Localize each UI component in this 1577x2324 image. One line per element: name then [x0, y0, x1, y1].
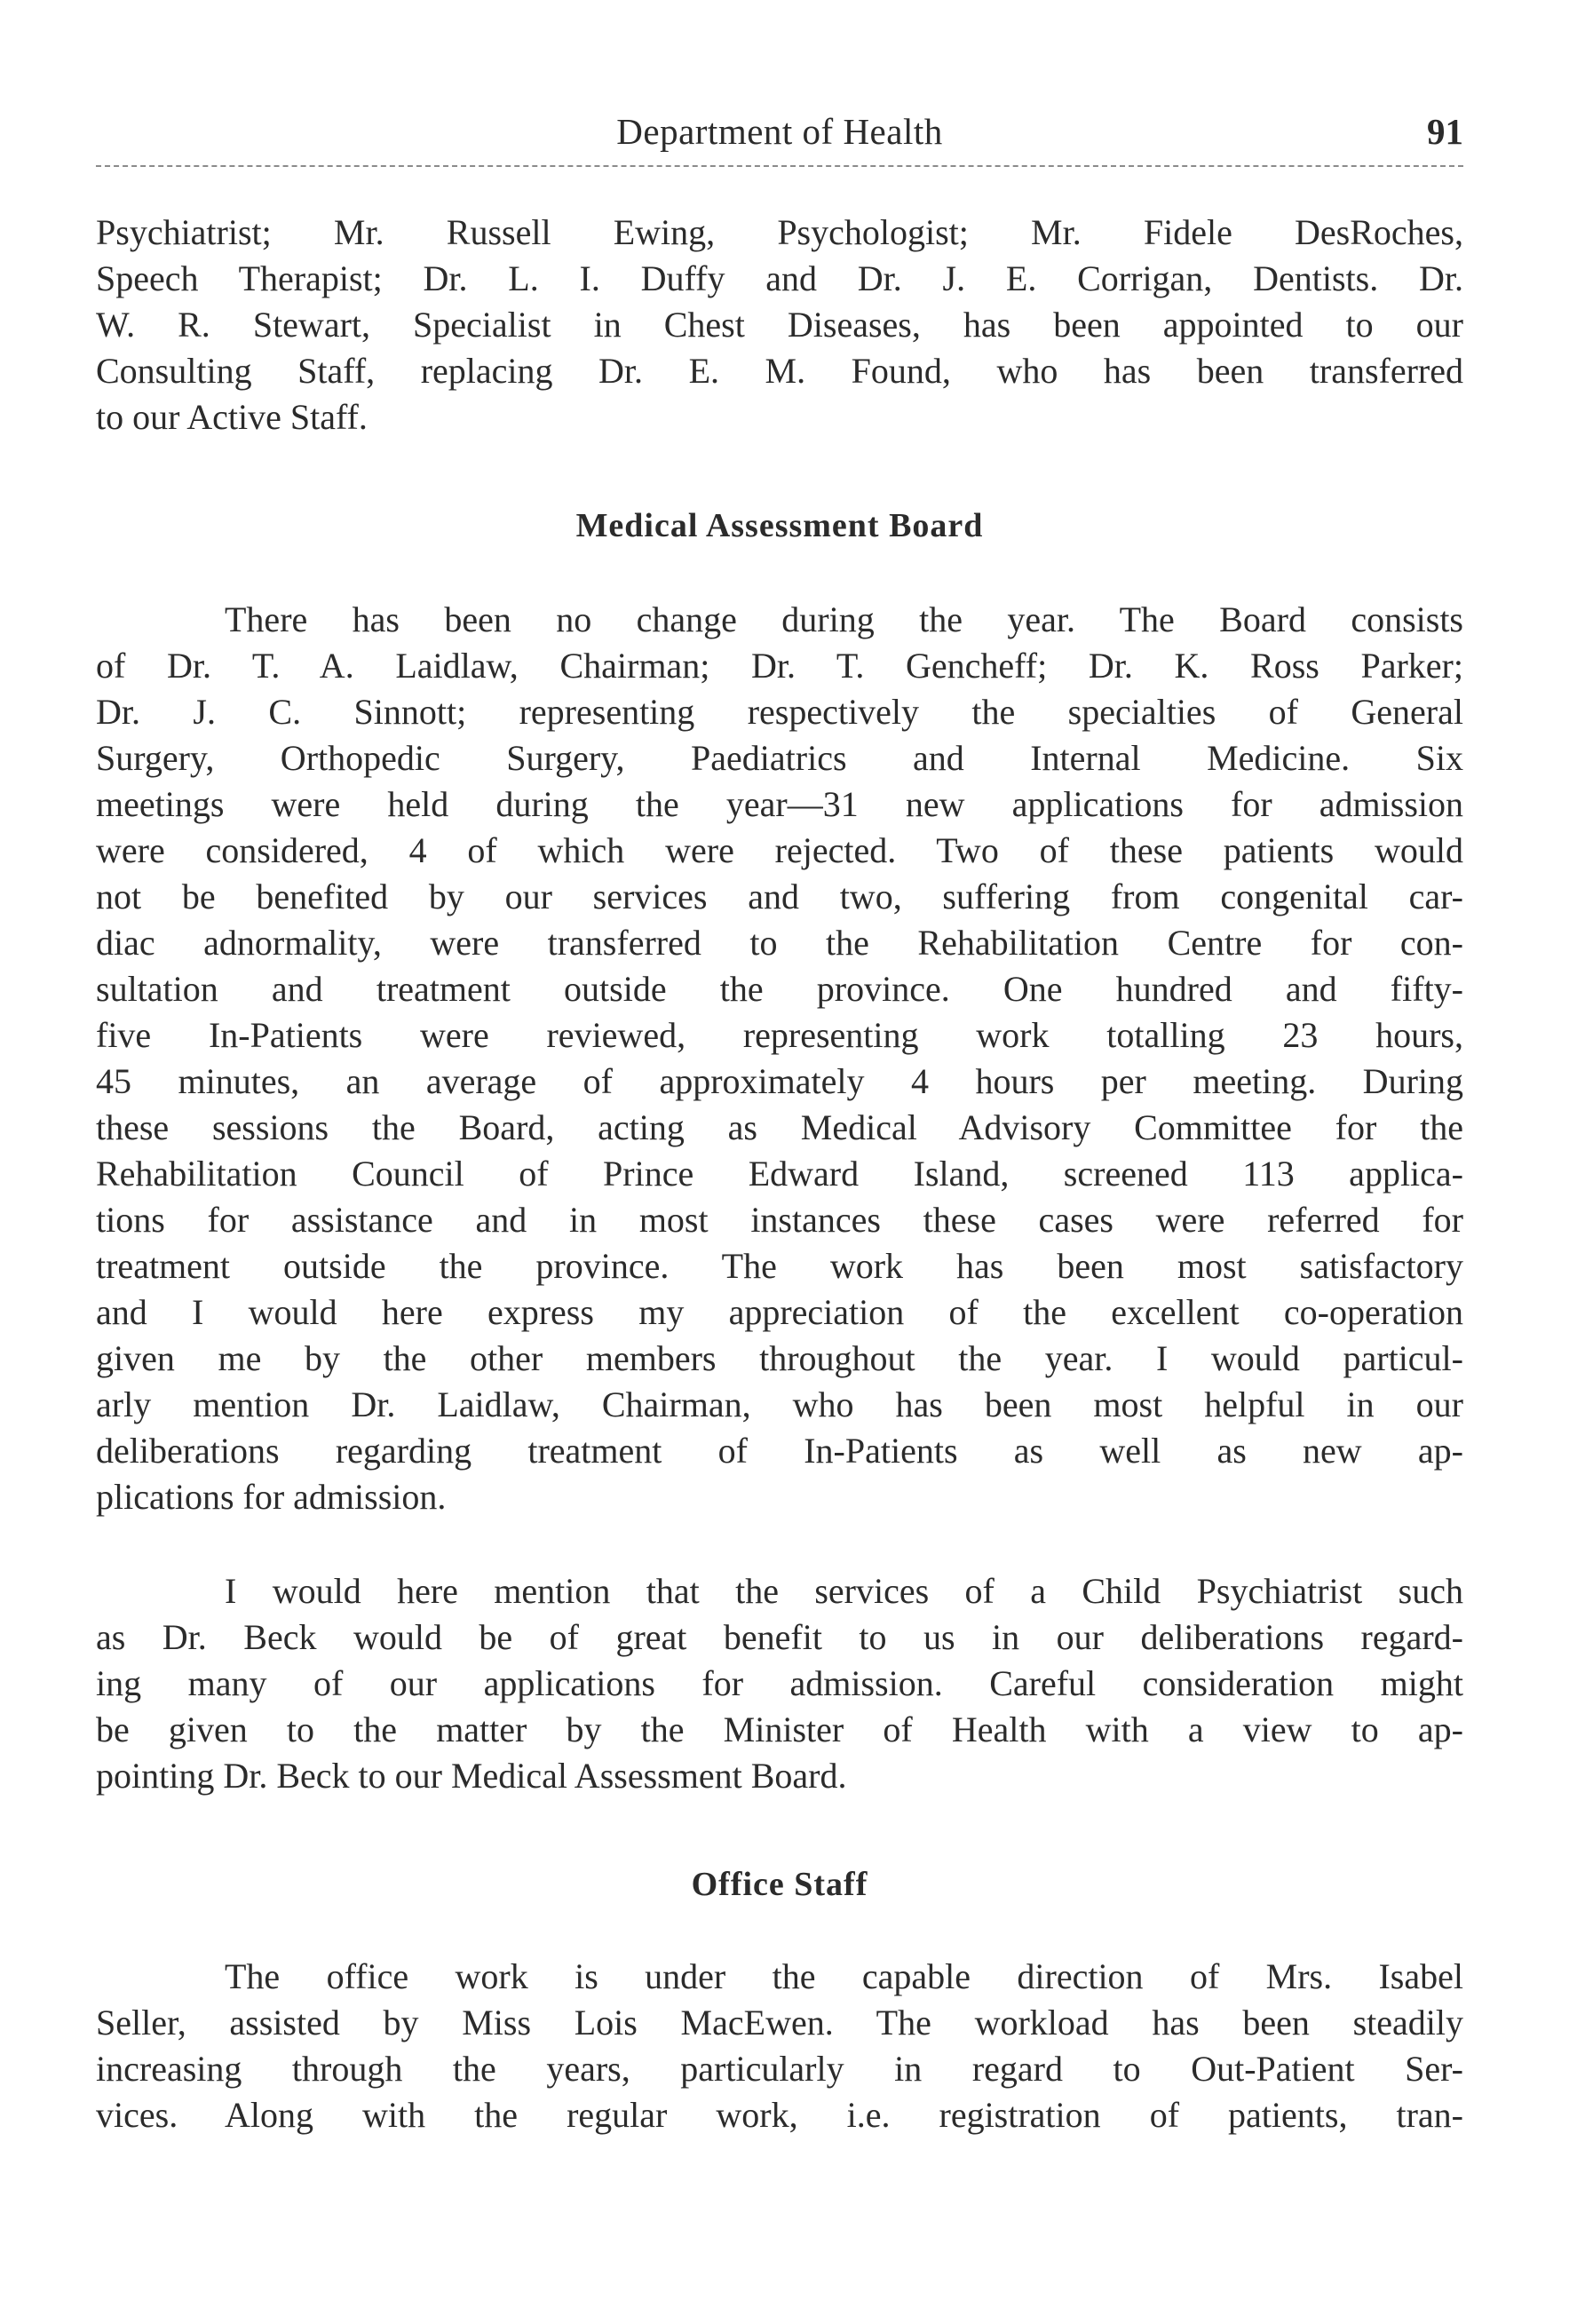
text-line: I would here mention that the services of a Child Psychiatrist such: [225, 1571, 1463, 1611]
running-title: Department of Health: [616, 111, 943, 152]
text-line: of Dr. T. A. Laidlaw, Chairman; Dr. T. Gencheff; Dr. K. Ross Parker;: [96, 646, 1463, 686]
text-line: Consulting Staff, replacing Dr. E. M. Found, who has been transferred: [96, 351, 1463, 391]
text-line: Dr. J. C. Sinnott; representing respectively the specialties of General: [96, 692, 1463, 732]
text-line: as Dr. Beck would be of great benefit to us in our deliberations regard-: [96, 1617, 1463, 1657]
text-line: not be benefited by our services and two, suffering from congenital car-: [96, 876, 1463, 916]
text-line: increasing through the years, particularly in regard to Out-Patient Ser-: [96, 2049, 1463, 2089]
text-line: There has been no change during the year. The Board consists: [225, 599, 1463, 639]
text-line: arly mention Dr. Laidlaw, Chairman, who has been most helpful in our: [96, 1384, 1463, 1424]
section-heading-office-staff: Office Staff: [691, 1866, 868, 1903]
text-line: Surgery, Orthopedic Surgery, Paediatrics and Internal Medicine. Six: [96, 738, 1463, 778]
text-line: to our Active Staff.: [96, 397, 368, 437]
text-line: The office work is under the capable direction of Mrs. Isabel: [225, 1956, 1463, 1996]
text-line: 45 minutes, an average of approximately 4 hours per meeting. During: [96, 1061, 1463, 1101]
medical-assessment-paragraph-1: [96, 597, 1463, 1520]
section-heading-medical-assessment-board: Medical Assessment Board: [575, 507, 984, 544]
text-line: sultation and treatment outside the province. One hundred and fifty-: [96, 969, 1463, 1009]
continued-paragraph: [96, 210, 1463, 440]
text-line: deliberations regarding treatment of In-Patients as well as new ap-: [96, 1431, 1463, 1471]
text-line: diac adnormality, were transferred to the Rehabilitation Centre for con-: [96, 923, 1463, 963]
text-line: these sessions the Board, acting as Medical Advisory Committee for the: [96, 1107, 1463, 1147]
text-line: vices. Along with the regular work, i.e. registration of patients, tran-: [96, 2095, 1463, 2135]
text-line: pointing Dr. Beck to our Medical Assessment Board.: [96, 1756, 847, 1796]
text-line: Psychiatrist; Mr. Russell Ewing, Psychologist; Mr. Fidele DesRoches,: [96, 212, 1463, 252]
page-number: 91: [1427, 111, 1463, 152]
text-line: plications for admission.: [96, 1477, 447, 1517]
text-line: given me by the other members throughout the year. I would particul-: [96, 1338, 1463, 1378]
header-rule: [96, 165, 1463, 167]
medical-assessment-paragraph-2: [96, 1568, 1463, 1799]
running-head: [96, 105, 1463, 158]
text-line: Seller, assisted by Miss Lois MacEwen. The workload has been steadily: [96, 2003, 1463, 2042]
text-line: treatment outside the province. The work has been most satisfactory: [96, 1246, 1463, 1286]
text-line: be given to the matter by the Minister of Health with a view to ap-: [96, 1709, 1463, 1749]
text-line: tions for assistance and in most instances these cases were referred for: [96, 1200, 1463, 1240]
text-line: meetings were held during the year—31 new applications for admission: [96, 784, 1463, 824]
text-line: were considered, 4 of which were rejected. Two of these patients would: [96, 830, 1463, 870]
text-line: five In-Patients were reviewed, representing work totalling 23 hours,: [96, 1015, 1463, 1055]
office-staff-paragraph-1: [96, 1954, 1463, 2138]
text-line: and I would here express my appreciation of the excellent co-operation: [96, 1292, 1463, 1332]
text-line: W. R. Stewart, Specialist in Chest Diseases, has been appointed to our: [96, 305, 1463, 345]
text-line: Speech Therapist; Dr. L. I. Duffy and Dr. J. E. Corrigan, Dentists. Dr.: [96, 258, 1463, 298]
text-line: ing many of our applications for admission. Careful consideration might: [96, 1663, 1463, 1703]
text-line: Rehabilitation Council of Prince Edward Island, screened 113 applica-: [96, 1154, 1463, 1194]
